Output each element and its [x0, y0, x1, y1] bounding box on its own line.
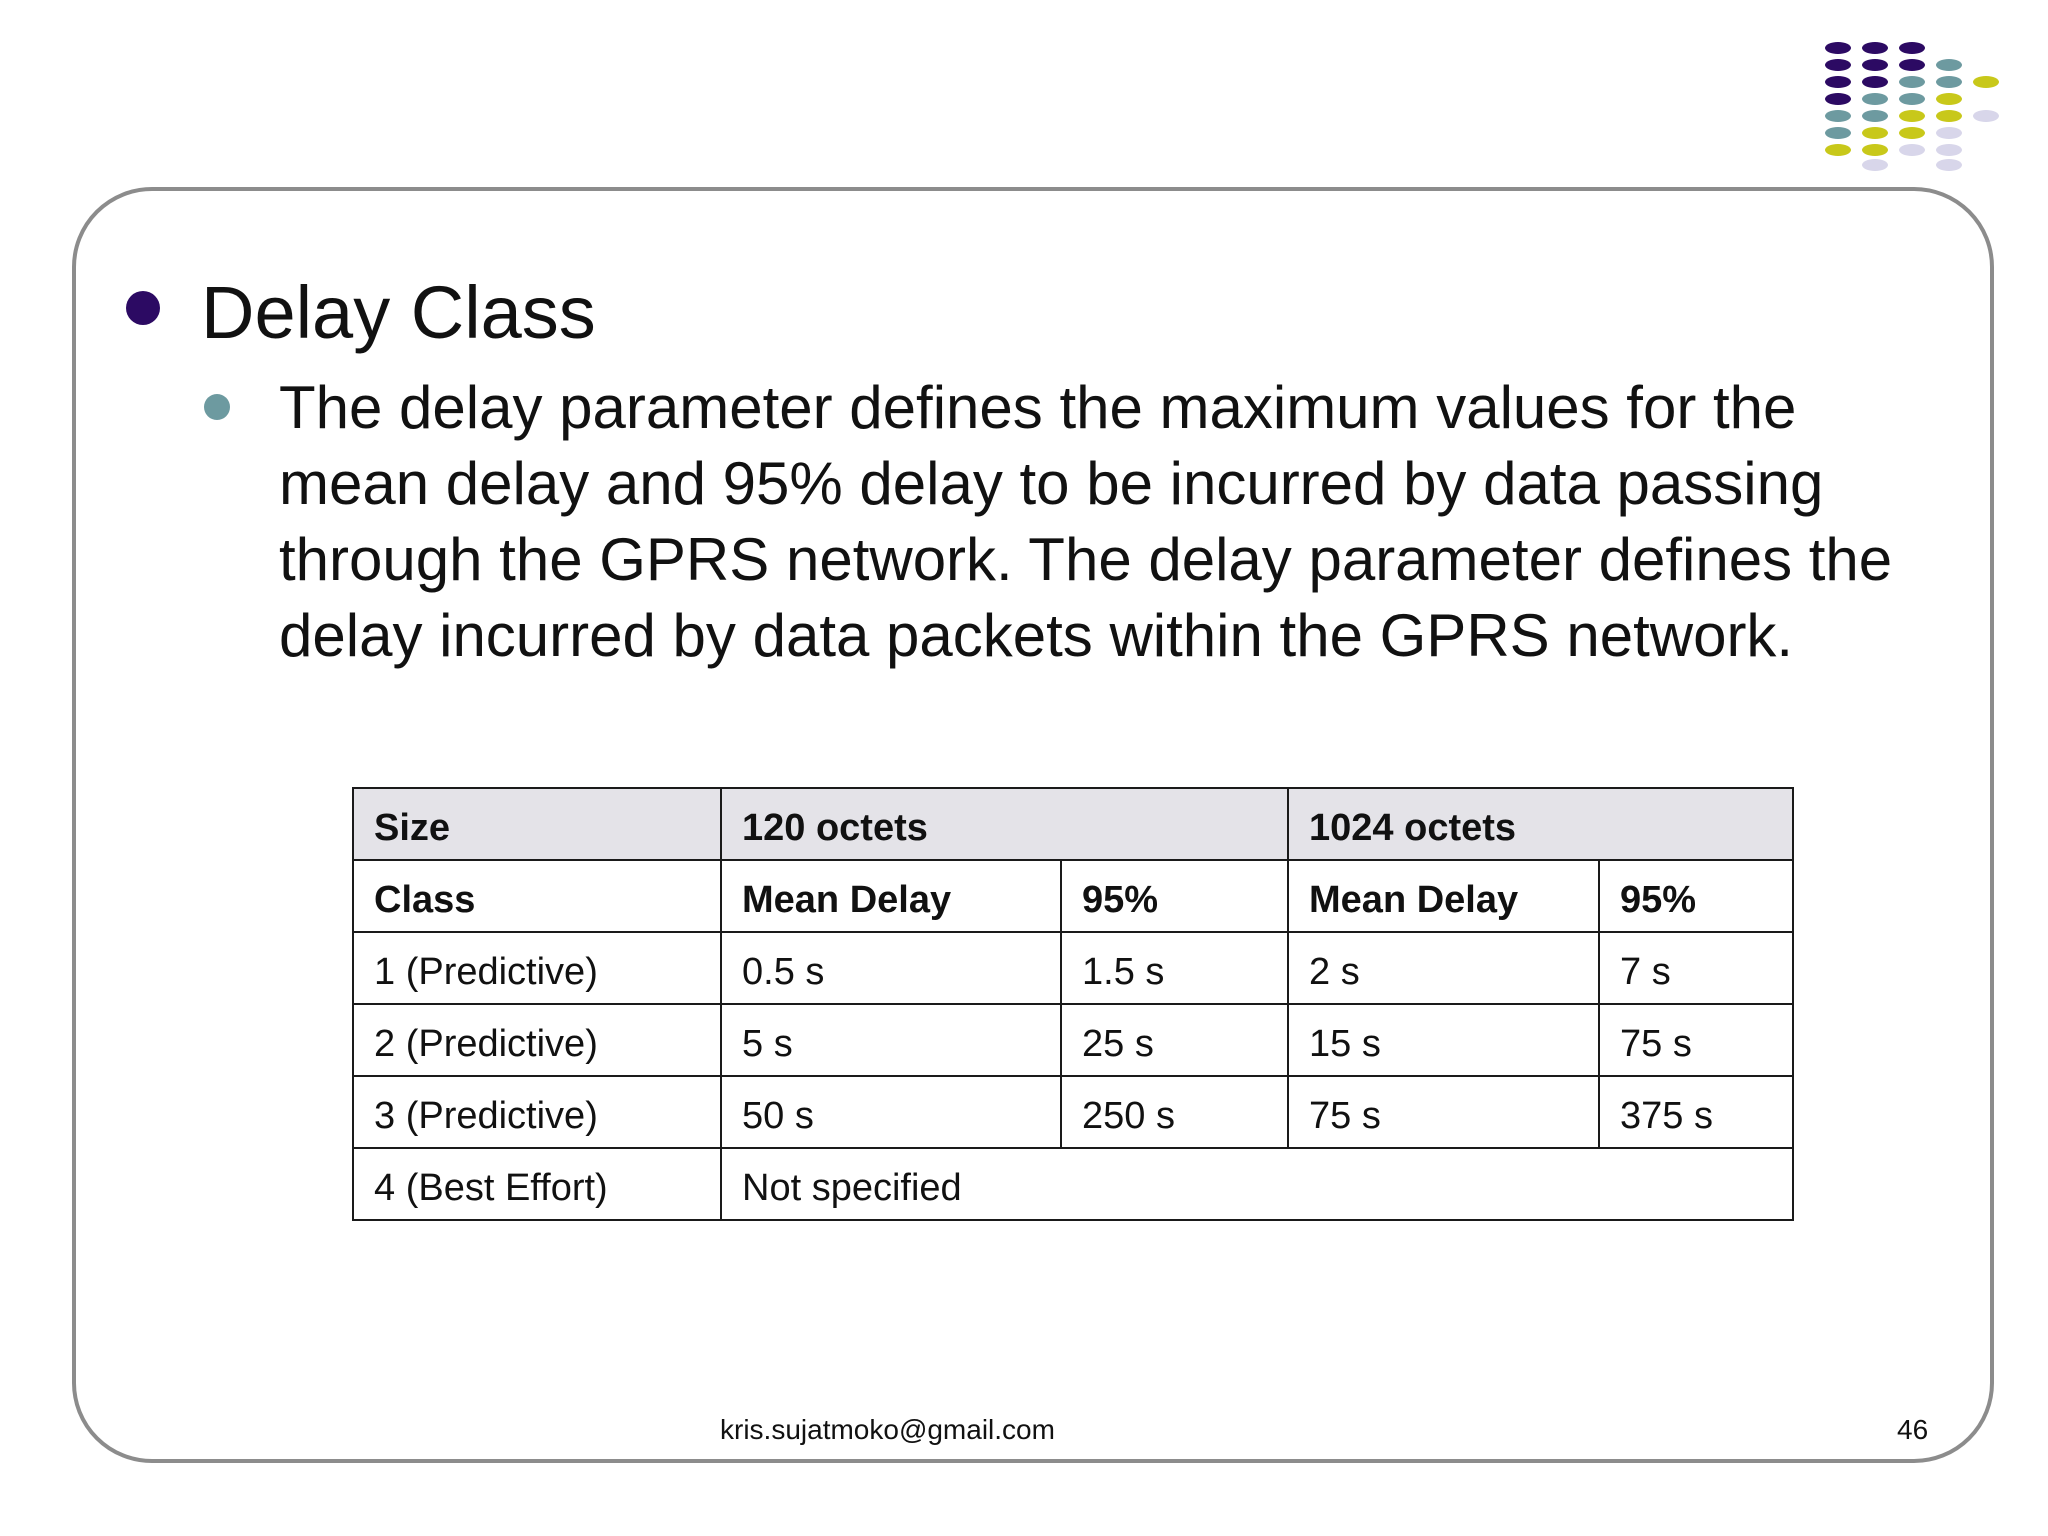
table-cell: 3 (Predictive) — [353, 1076, 721, 1148]
table-cell: 250 s — [1061, 1076, 1288, 1148]
subheader-cell: Class — [353, 860, 721, 932]
table-row-best-effort — [353, 1148, 1793, 1220]
subheader-cell: Mean Delay — [1288, 860, 1599, 932]
header-cell-size: Size — [353, 788, 721, 860]
table-cell: 50 s — [721, 1076, 1061, 1148]
delay-class-table — [352, 787, 1794, 1221]
table-cell: 1 (Predictive) — [353, 932, 721, 1004]
table-cell: 375 s — [1599, 1076, 1793, 1148]
slide-title: Delay Class — [201, 271, 596, 354]
decorative-dot-grid — [1824, 38, 2024, 178]
table-cell: 25 s — [1061, 1004, 1288, 1076]
subheader-cell: 95% — [1061, 860, 1288, 932]
table-cell: 75 s — [1288, 1076, 1599, 1148]
bullet-icon — [126, 291, 160, 325]
table-row — [353, 932, 1793, 1004]
table-cell: 7 s — [1599, 932, 1793, 1004]
table-cell: 75 s — [1599, 1004, 1793, 1076]
table-row — [353, 1004, 1793, 1076]
table-cell: 5 s — [721, 1004, 1061, 1076]
table-cell: 1.5 s — [1061, 932, 1288, 1004]
header-cell-1024-octets: 1024 octets — [1288, 788, 1793, 860]
subheader-cell: Mean Delay — [721, 860, 1061, 932]
table-subheader-row — [353, 860, 1793, 932]
table-header-row — [353, 788, 1793, 860]
table-cell: 2 s — [1288, 932, 1599, 1004]
table-cell: 15 s — [1288, 1004, 1599, 1076]
table-cell: 0.5 s — [721, 932, 1061, 1004]
table-row — [353, 1076, 1793, 1148]
subheader-cell: 95% — [1599, 860, 1793, 932]
table-cell-not-specified: Not specified — [721, 1148, 1793, 1220]
header-cell-120-octets: 120 octets — [721, 788, 1288, 860]
sub-bullet-icon — [204, 394, 230, 420]
table-cell: 4 (Best Effort) — [353, 1148, 721, 1220]
footer-email: kris.sujatmoko@gmail.com — [720, 1414, 1055, 1445]
table-cell: 2 (Predictive) — [353, 1004, 721, 1076]
page-number: 46 — [1897, 1414, 1929, 1445]
body-paragraph: The delay parameter defines the maximum values for the mean delay and 95% delay to be incurred by data passing through the GPRS network. The delay parameter defines the delay incurred by data packets within the GPRS network. — [279, 374, 1893, 669]
